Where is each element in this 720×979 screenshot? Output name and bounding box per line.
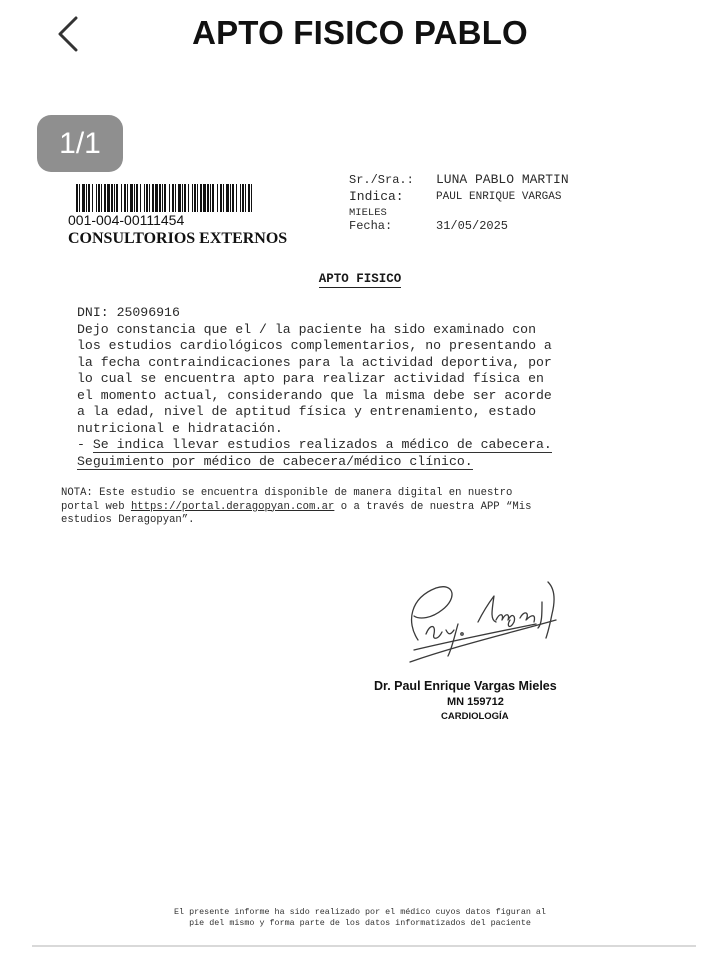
- app-title: APTO FISICO PABLO: [192, 14, 528, 51]
- patient-label: Sr./Sra.:: [349, 173, 414, 187]
- document-body: [77, 305, 637, 470]
- clinic-name: CONSULTORIOS EXTERNOS: [68, 230, 288, 247]
- note-line: NOTA: Este estudio se encuentra disponible de manera digital en nuestro: [61, 487, 513, 499]
- doctor-license: MN 159712: [447, 696, 504, 708]
- page-divider: [32, 945, 696, 947]
- note-line: estudios Deragopyan”.: [61, 514, 195, 526]
- document-date: 31/05/2025: [436, 219, 509, 233]
- body-line: nutricional e hidratación.: [77, 420, 283, 436]
- doctor-specialty: CARDIOLOGÍA: [441, 711, 509, 722]
- portal-link[interactable]: https://portal.deragopyan.com.ar: [130, 500, 335, 513]
- follow-up-line: [77, 454, 637, 471]
- body-line: lo cual se encuentra apto para realizar actividad física en: [77, 371, 544, 386]
- follow-up-text: Seguimiento por médico de cabecera/médico clínico.: [77, 453, 473, 469]
- indication-prefix: -: [77, 437, 93, 452]
- body-line: DNI: 25096916: [77, 305, 180, 320]
- body-line: la fecha contraindicaciones para la actividad deportiva, por: [77, 354, 552, 370]
- document-code: 001-004-00111454: [68, 212, 185, 228]
- note-line-prefix: portal web: [61, 500, 131, 513]
- body-line: los estudios cardiológicos complementarios, no presentando a: [77, 338, 552, 353]
- document-heading: [0, 272, 720, 286]
- body-line: Dejo constancia que el / la paciente ha sido examinado con: [77, 321, 536, 337]
- note-line-suffix: o a través de nuestra APP “Mis: [334, 500, 532, 513]
- report-footer: [0, 907, 720, 929]
- footer-line: pie del mismo y forma parte de los datos informatizados del paciente: [189, 918, 531, 928]
- indicated-by-continued: MIELES: [349, 207, 387, 219]
- body-line: a la edad, nivel de aptitud física y entrenamiento, estado: [77, 404, 536, 419]
- digital-availability-note: [61, 487, 661, 528]
- patient-name: LUNA PABLO MARTIN: [436, 172, 569, 187]
- indication-line: [77, 437, 637, 454]
- document-heading-text: APTO FISICO: [318, 272, 402, 286]
- date-label: Fecha:: [349, 219, 393, 233]
- body-line: el momento actual, considerando que la misma debe ser acorde: [77, 387, 552, 403]
- doctor-signature-image: [396, 574, 572, 672]
- page-indicator: 1/1: [37, 115, 123, 172]
- barcode-image: [76, 184, 252, 212]
- indicated-label: Indica:: [349, 189, 404, 204]
- indication-text: Se indica llevar estudios realizados a médico de cabecera.: [92, 437, 552, 452]
- doctor-name: Dr. Paul Enrique Vargas Mieles: [374, 679, 557, 693]
- indicated-by: PAUL ENRIQUE VARGAS: [436, 191, 562, 203]
- footer-line: El presente informe ha sido realizado por el médico cuyos datos figuran al: [174, 907, 546, 917]
